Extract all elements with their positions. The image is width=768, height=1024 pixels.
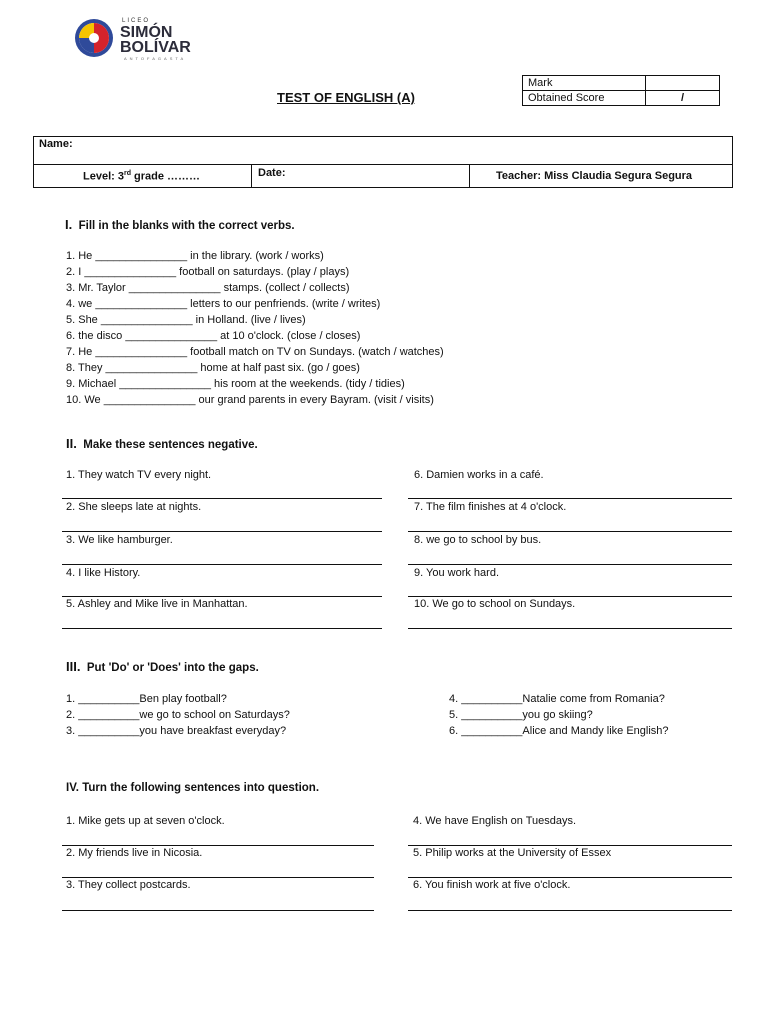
name-row[interactable] [34,137,732,165]
negative-sentence: 6. Damien works in a café. [414,469,544,481]
mark-value[interactable] [646,76,720,91]
fill-blank-item[interactable]: 8. They _______________ home at half past six. (go / goes) [66,362,360,374]
section-2-title: Make these sentences negative. [83,439,258,451]
fill-blank-item[interactable]: 3. Mr. Taylor _______________ stamps. (collect / collects) [66,282,350,294]
negative-sentence: 7. The film finishes at 4 o'clock. [414,501,567,513]
logo-name-line1: SIMÓN [120,24,173,41]
fill-blank-item[interactable]: 10. We _______________ our grand parents in every Bayram. (visit / visits) [66,394,434,406]
section-1-list [66,248,444,408]
answer-line[interactable] [62,498,382,499]
answer-line[interactable] [408,531,732,532]
negative-sentence: 1. They watch TV every night. [66,469,212,481]
question-sentence: 4. We have English on Tuesdays. [413,815,577,827]
do-does-item[interactable]: 1. __________Ben play football? [66,693,227,705]
answer-line[interactable] [62,877,374,878]
section-4-heading: IV. Turn the following sentences into question. [66,782,320,794]
fill-blank-item[interactable]: 6. the disco _______________ at 10 o'clock. (close / closes) [66,330,361,342]
mark-label: Mark [523,76,646,91]
answer-line[interactable] [62,845,374,846]
question-sentence: 6. You finish work at five o'clock. [413,879,571,891]
negative-sentence: 2. She sleeps late at nights. [66,501,202,513]
do-does-item[interactable]: 5. __________you go skiing? [449,709,593,721]
school-crest-icon [74,18,114,58]
section-2-heading [66,436,258,451]
fill-blank-item[interactable]: 4. we _______________ letters to our penfriends. (write / writes) [66,298,381,310]
question-sentence: 1. Mike gets up at seven o'clock. [66,815,225,827]
negative-sentence: 9. You work hard. [414,567,500,579]
fill-blank-item[interactable]: 9. Michael _______________ his room at the weekends. (tidy / tidies) [66,378,405,390]
answer-line[interactable] [408,877,732,878]
score-table [522,75,720,106]
answer-line[interactable] [62,596,382,597]
level-sup: rd [123,170,131,177]
level-text [83,170,200,183]
question-sentence: 3. They collect postcards. [66,879,191,891]
section-1-number: I. [65,217,73,232]
fill-blank-item[interactable]: 7. He _______________ football match on TV on Sundays. (watch / watches) [66,346,444,358]
answer-line[interactable] [408,910,732,911]
section-3-heading [66,659,259,674]
question-sentence: 5. Philip works at the University of Essex [413,847,612,859]
section-2-number: II. [66,436,77,451]
level-cell [34,164,252,188]
section-1-title: Fill in the blanks with the correct verbs. [78,220,295,232]
date-cell[interactable] [252,164,470,188]
fill-blank-item[interactable]: 2. I _______________ football on saturdays. (play / plays) [66,266,350,278]
fill-blank-item[interactable]: 5. She _______________ in Holland. (live / lives) [66,314,306,326]
negative-sentence: 5. Ashley and Mike live in Manhattan. [66,598,248,610]
section-3-number: III. [66,659,81,674]
do-does-item[interactable]: 4. __________Natalie come from Romania? [449,693,665,705]
do-does-item[interactable]: 6. __________Alice and Mandy like English? [449,725,669,737]
logo-name-line2: BOLÍVAR [120,39,191,56]
answer-line[interactable] [408,628,732,629]
section-3-right-list [449,691,669,739]
section-3-left-list [66,691,290,739]
answer-line[interactable] [62,531,382,532]
date-label: Date: [258,167,286,179]
obtained-score-value[interactable]: / [646,91,720,106]
logo-tagline: ANTOFAGASTA [124,56,187,61]
student-info-box [33,136,733,188]
do-does-item[interactable]: 2. __________we go to school on Saturdays? [66,709,290,721]
answer-line[interactable] [62,628,382,629]
answer-line[interactable] [408,845,732,846]
test-title: TEST OF ENGLISH (A) [277,90,415,105]
logo-small-text: LICEO [122,18,151,24]
answer-line[interactable] [408,564,732,565]
school-logo [74,16,191,62]
level-prefix: Level: 3 [83,170,124,183]
answer-line[interactable] [62,564,382,565]
name-label: Name: [39,138,73,150]
obtained-score-label: Obtained Score [523,91,646,106]
negative-sentence: 8. we go to school by bus. [414,534,542,546]
section-3-title: Put 'Do' or 'Does' into the gaps. [86,662,259,674]
answer-line[interactable] [408,596,732,597]
level-suffix: grade ……… [130,170,201,183]
negative-sentence: 10. We go to school on Sundays. [414,598,576,610]
do-does-item[interactable]: 3. __________you have breakfast everyday? [66,725,287,737]
teacher-label: Teacher: Miss Claudia Segura Segura [496,170,693,182]
fill-blank-item[interactable]: 1. He _______________ in the library. (work / works) [66,250,324,262]
teacher-cell [470,164,732,188]
negative-sentence: 3. We like hamburger. [66,534,173,546]
negative-sentence: 4. I like History. [66,567,141,579]
answer-line[interactable] [408,498,732,499]
section-1-heading [65,217,295,232]
question-sentence: 2. My friends live in Nicosia. [66,847,203,859]
answer-line[interactable] [62,910,374,911]
